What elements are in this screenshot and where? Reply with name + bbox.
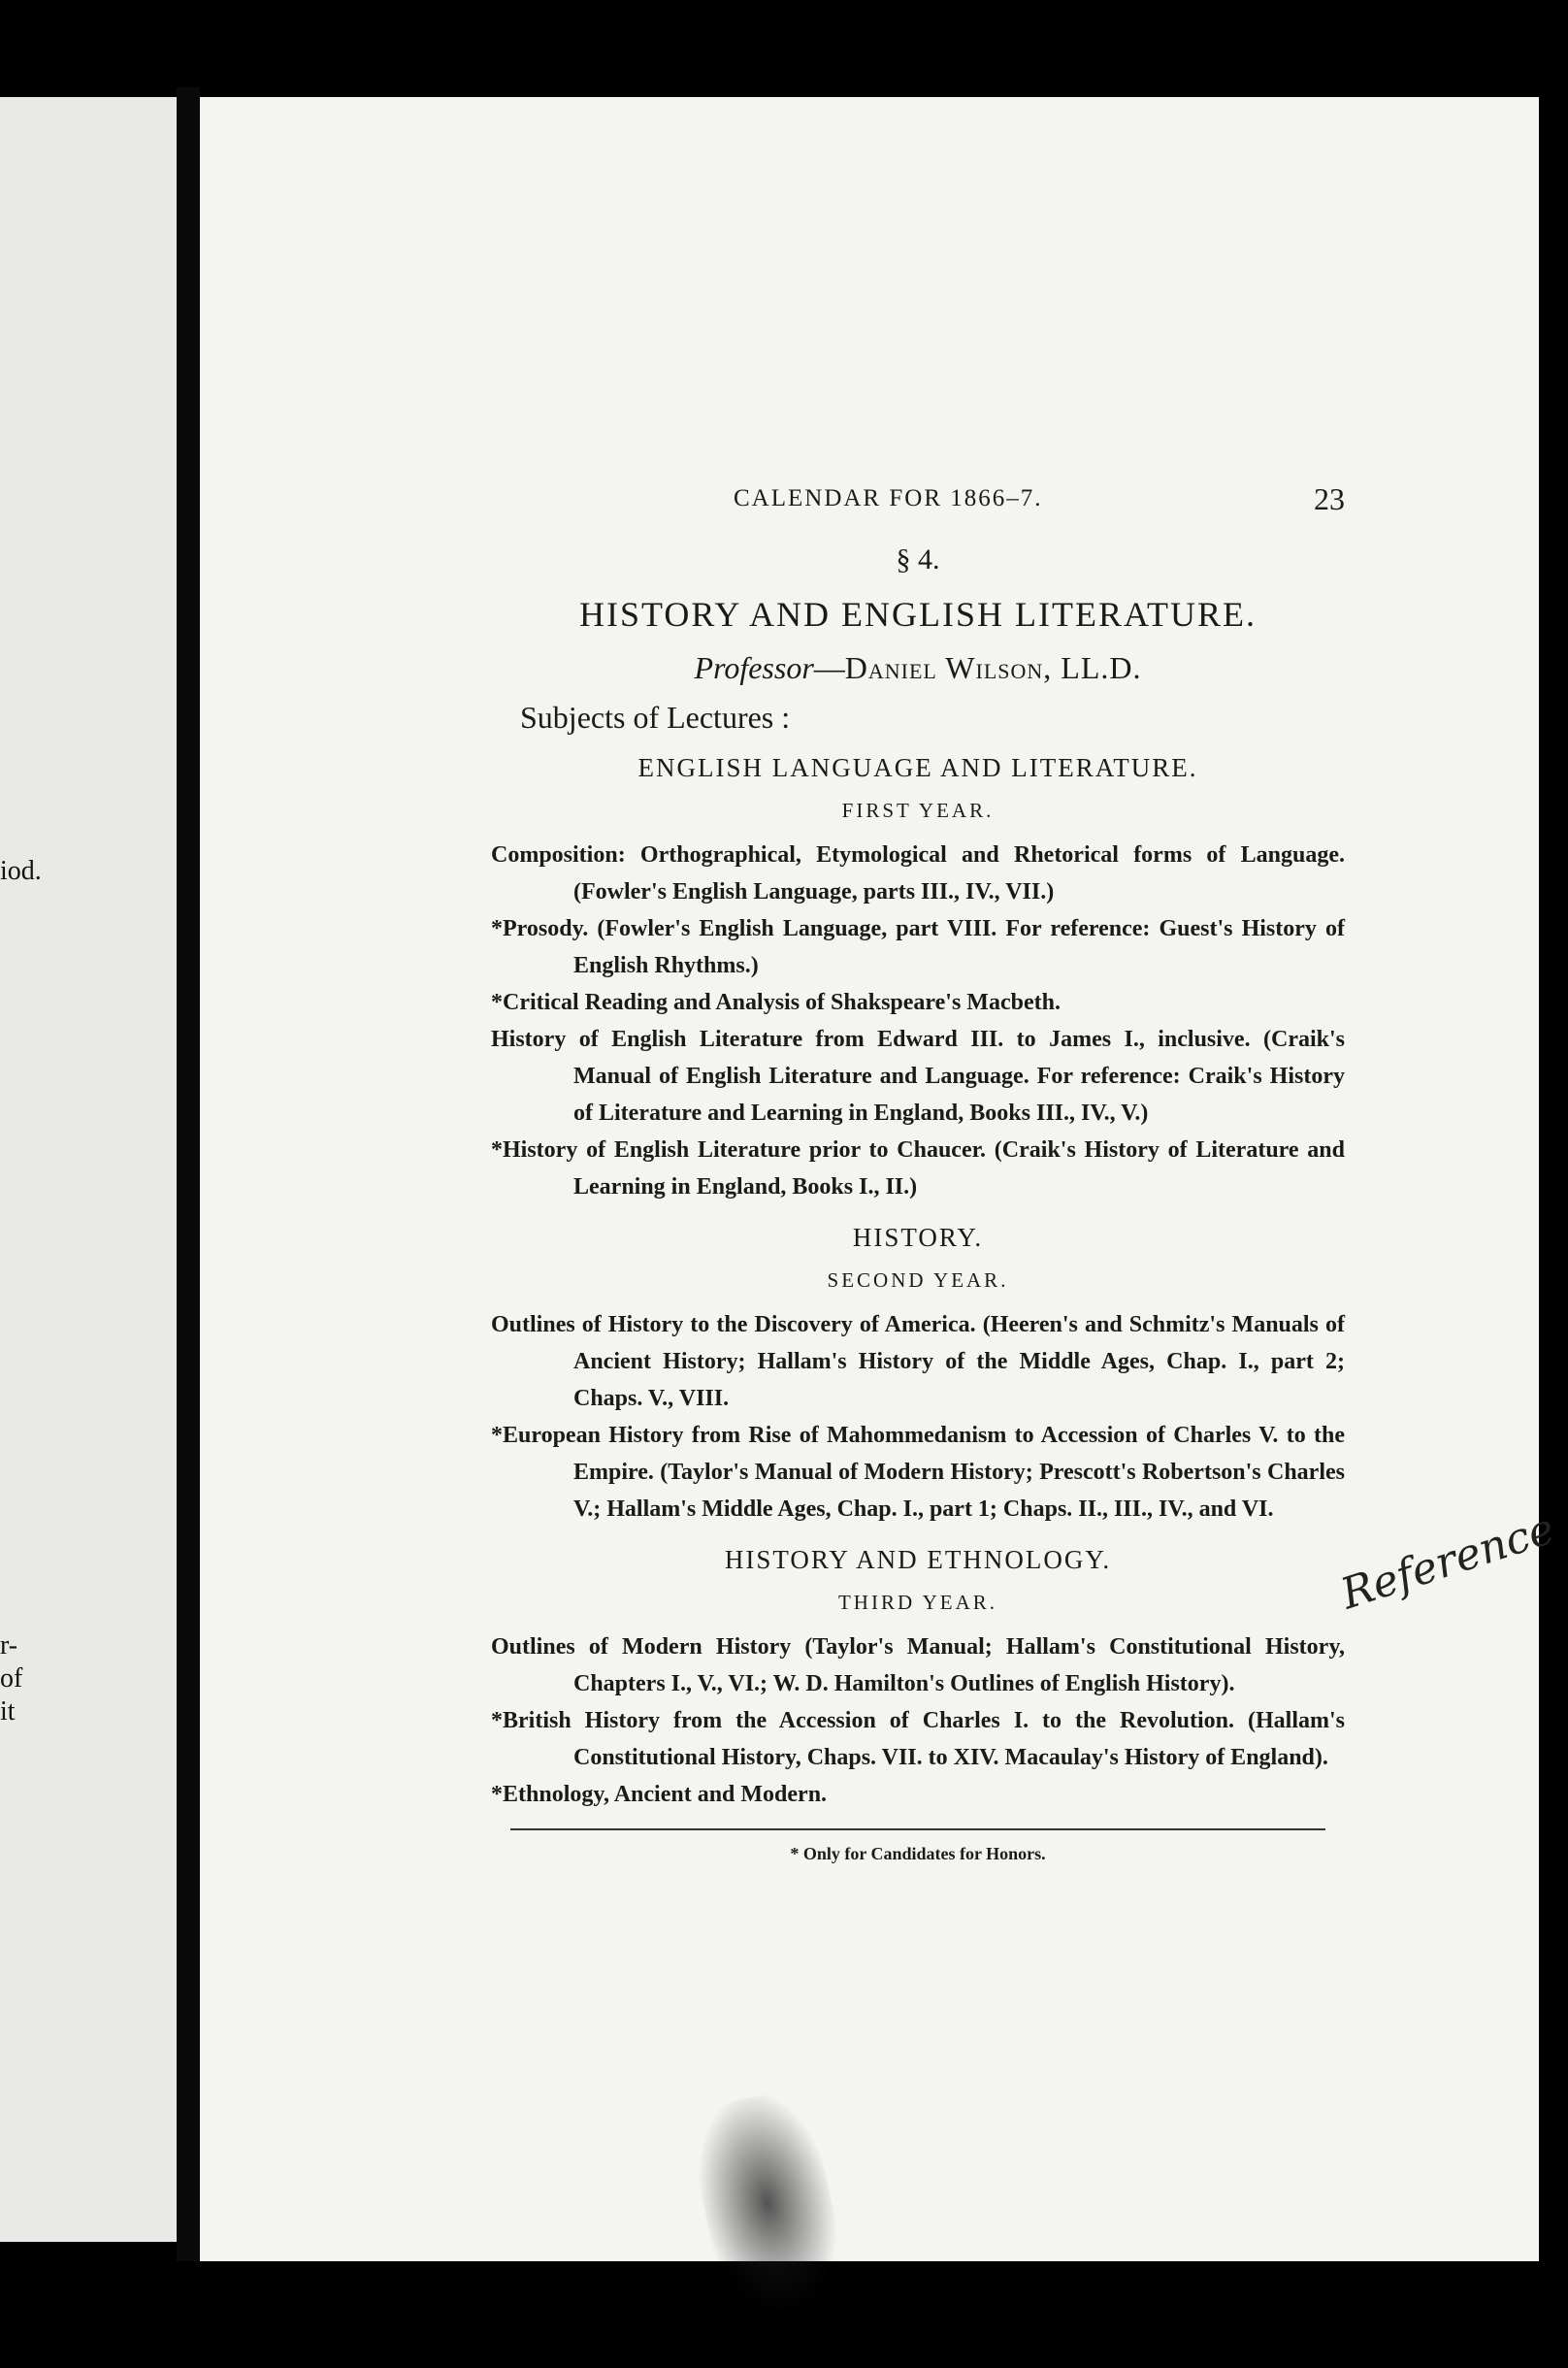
document-page xyxy=(200,97,1561,2261)
ethnology-heading: HISTORY AND ETHNOLOGY. xyxy=(724,1545,1112,1574)
page-content xyxy=(491,481,1345,1864)
professor-dash: — xyxy=(813,650,845,685)
left-page-fragment: iod. xyxy=(0,856,42,886)
footnote: * Only for Candidates for Honors. xyxy=(790,1844,1046,1863)
page-header xyxy=(491,481,1345,528)
english-heading: ENGLISH LANGUAGE AND LITERATURE. xyxy=(637,753,1198,782)
course-entry: Outlines of History to the Discovery of America. (Heeren's and Schmitz's Manuals of Ancient History; Hallam's History of the Middle Ages, Chap. I., part 2; Chaps. V., VIII. xyxy=(491,1312,1345,1411)
course-entry: *British History from the Accession of Charles I. to the Revolution. (Hallam's Constitutional History, Chaps. VII. to XIV. Macaulay's History of England). xyxy=(491,1708,1345,1770)
page-number: 23 xyxy=(1314,481,1345,516)
page-binding xyxy=(177,87,200,2261)
course-entry: *Critical Reading and Analysis of Shakspeare's Macbeth. xyxy=(491,990,1061,1015)
history-heading: HISTORY. xyxy=(852,1223,984,1252)
left-page-fragment: of xyxy=(0,1663,23,1694)
section-title: HISTORY AND ENGLISH LITERATURE. xyxy=(579,595,1257,634)
course-entry: Composition: Orthographical, Etymological and Rhetorical forms of Language. (Fowler's English Language, parts III., IV., VII.) xyxy=(491,842,1345,904)
handwritten-margin-note: Reference xyxy=(1335,1503,1561,1620)
footnote-rule xyxy=(510,1828,1325,1830)
section-mark: § 4. xyxy=(896,543,940,576)
subjects-label: Subjects of Lectures : xyxy=(520,700,791,735)
course-entry: *History of English Literature prior to Chaucer. (Craik's History of Literature and Learning in England, Books I., II.) xyxy=(491,1137,1345,1200)
professor-line xyxy=(491,650,1345,686)
ethnology-year: THIRD YEAR. xyxy=(837,1591,998,1614)
course-entry: *European History from Rise of Mahommedanism to Accession of Charles V. to the Empire. (Taylor's Manual of Modern History; Prescott's Robertson's Charles V.; Hallam's Middle Ages, Chap. I., part 1; Chaps. II., III., IV., and VI. xyxy=(491,1423,1345,1522)
professor-role: Professor xyxy=(694,650,814,685)
history-year: SECOND YEAR. xyxy=(827,1268,1009,1292)
course-entry: Outlines of Modern History (Taylor's Manual; Hallam's Constitutional History, Chapters I., V., VI.; W. D. Hamilton's Outlines of English History). xyxy=(491,1634,1345,1696)
english-year: FIRST YEAR. xyxy=(841,799,995,822)
course-entry: *Ethnology, Ancient and Modern. xyxy=(491,1782,828,1807)
left-page-fragment: r- xyxy=(0,1630,18,1661)
running-title: CALENDAR FOR 1866–7. xyxy=(734,485,1043,511)
left-page-fragment: it xyxy=(0,1696,16,1727)
course-entry: *Prosody. (Fowler's English Language, part VIII. For reference: Guest's History of English Rhythms.) xyxy=(491,916,1345,978)
course-entry: History of English Literature from Edward III. to James I., inclusive. (Craik's Manual of English Literature and Language. For reference: Craik's History of Literature and Learning in England, Books III., IV., V.) xyxy=(491,1027,1345,1126)
ink-smudge xyxy=(684,2086,852,2320)
left-page-edge xyxy=(0,97,177,2242)
professor-name: Daniel Wilson, LL.D. xyxy=(844,650,1142,685)
